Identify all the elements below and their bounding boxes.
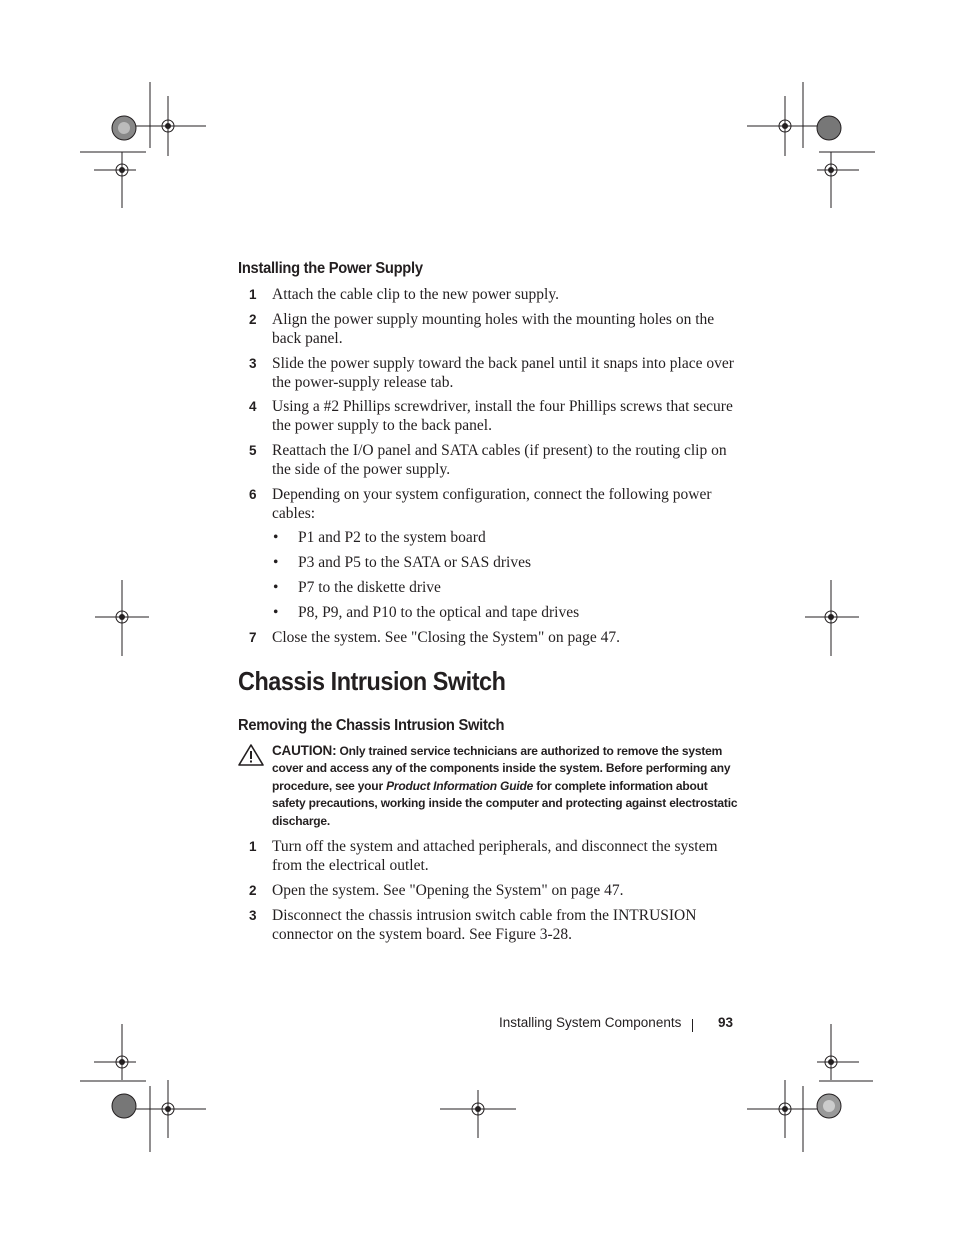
bullet-text: P7 to the diskette drive [298,579,441,596]
bullet-text: P3 and P5 to the SATA or SAS drives [298,554,531,571]
caution-emphasis: Product Information Guide [386,778,534,793]
step-number: 7 [249,630,257,645]
install-step-4 [249,398,739,435]
bullet-text: P1 and P2 to the system board [298,529,486,546]
step-number: 2 [249,312,257,327]
step-text: Align the power supply mounting holes with the mounting holes on the back panel. [272,311,715,347]
step-text: Depending on your system configuration, connect the following power cables: [272,486,712,522]
step-number: 1 [249,287,257,302]
registration-mark-mid-right [805,580,865,656]
step-text: Attach the cable clip to the new power supply. [272,286,559,303]
registration-mark-bottom-left [80,1024,210,1154]
list-item [273,579,441,598]
install-step-1 [249,286,739,305]
bullet-text: P8, P9, and P10 to the optical and tape drives [298,604,580,621]
chapter-heading: Chassis Intrusion Switch [238,666,506,696]
step-text: Slide the power supply toward the back panel until it snaps into place over the power-supply release tab. [272,355,734,391]
step-text: Disconnect the chassis intrusion switch cable from the INTRUSION connector on the system board. See Figure 3-28. [272,907,697,943]
install-step-6 [249,486,739,523]
bullet-glyph: • [273,604,279,621]
step-text: Using a #2 Phillips screwdriver, install the four Phillips screws that secure the power supply to the back panel. [272,398,733,434]
step-number: 3 [249,908,257,923]
step-number: 5 [249,443,257,458]
step-number: 2 [249,883,257,898]
step-text: Turn off the system and attached peripherals, and disconnect the system from the electrical outlet. [272,838,718,874]
footer-section-name: Installing System Components [499,1015,682,1030]
step-text: Reattach the I/O panel and SATA cables (if present) to the routing clip on the side of the power supply. [272,442,727,478]
caution-text: Only trained service technicians are authorized to remove the system cover and access any of the components inside the system. Before performing any procedure, see your [272,744,731,793]
page-number: 93 [718,1015,734,1030]
list-item [273,554,531,573]
caution-body [272,742,738,830]
bullet-glyph: • [273,554,279,571]
install-step-2 [249,311,739,348]
subsection-heading: Removing the Chassis Intrusion Switch [238,717,505,734]
caution-note [238,742,738,830]
step-number: 4 [249,399,257,414]
registration-mark-top-right [745,82,875,212]
step-number: 1 [249,839,257,854]
step-number: 3 [249,356,257,371]
remove-step-3 [249,907,739,944]
list-item [273,529,486,548]
install-step-7 [249,629,739,648]
caution-label: CAUTION: [272,743,337,758]
registration-mark-mid-left [95,580,155,656]
step-text: Open the system. See "Opening the System" on page 47. [272,882,624,899]
step-number: 6 [249,487,257,502]
install-step-3 [249,355,739,392]
install-step-5 [249,442,739,479]
list-item [273,604,579,623]
remove-step-1 [249,838,739,875]
registration-mark-bottom-center [440,1090,516,1140]
step-text: Close the system. See "Closing the System" on page 47. [272,629,621,646]
remove-step-2 [249,882,739,901]
registration-mark-bottom-right [745,1024,875,1154]
bullet-glyph: • [273,529,279,546]
caution-text-after: for complete information about safety precautions, working inside the computer and protecting against electrostatic discharge. [272,778,738,828]
section-heading: Installing the Power Supply [238,260,423,277]
footer-divider [692,1019,693,1032]
bullet-glyph: • [273,579,279,596]
warning-triangle-icon [238,744,264,766]
registration-mark-top-left [80,82,210,212]
